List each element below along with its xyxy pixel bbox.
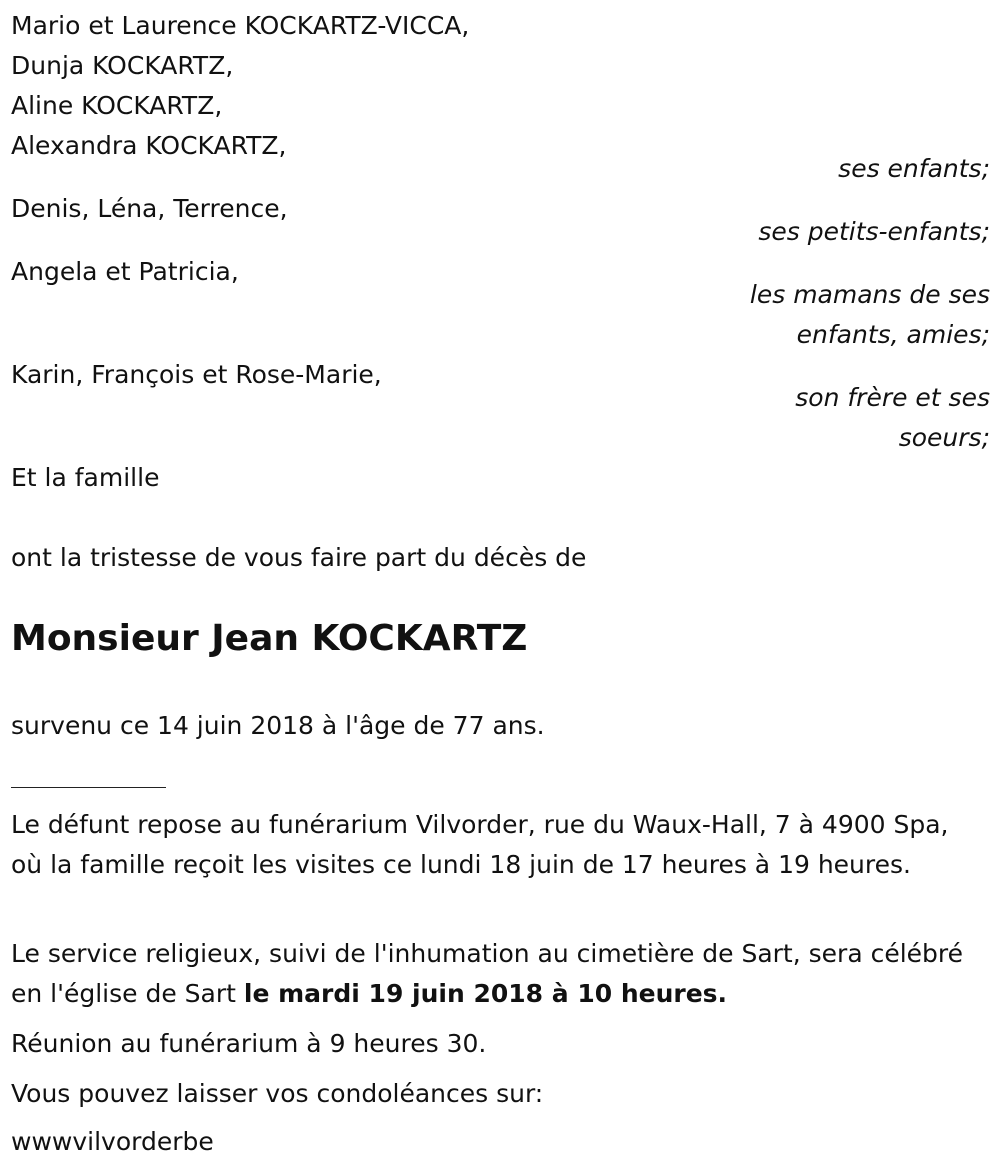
child-name-4: Alexandra KOCKARTZ, bbox=[11, 131, 287, 160]
condolences-line: Vous pouvez laisser vos condoléances sur: bbox=[11, 1079, 544, 1108]
deceased-name: Monsieur Jean KOCKARTZ bbox=[11, 618, 528, 659]
announcement-intro: ont la tristesse de vous faire part du décès de bbox=[11, 543, 587, 572]
children-role: ses enfants; bbox=[838, 154, 990, 183]
divider-line bbox=[11, 787, 166, 788]
service-text: Le service religieux, suivi de l'inhumation au cimetière de Sart, sera célébré en l'église de Sart bbox=[11, 939, 964, 1008]
siblings-role-line-1: son frère et ses bbox=[795, 383, 990, 412]
siblings-role-line-2: soeurs; bbox=[898, 423, 990, 452]
mothers-role-line-2: enfants, amies; bbox=[796, 320, 990, 349]
reunion-line: Réunion au funérarium à 9 heures 30. bbox=[11, 1029, 487, 1058]
grandchildren-role: ses petits-enfants; bbox=[758, 217, 990, 246]
repose-paragraph: Le défunt repose au funérarium Vilvorder, rue du Waux-Hall, 7 à 4900 Spa, où la famille reçoit les visites ce lundi 18 juin de 17 heures à 19 heures. bbox=[11, 810, 949, 879]
child-name-3: Aline KOCKARTZ, bbox=[11, 91, 223, 120]
child-name-2: Dunja KOCKARTZ, bbox=[11, 51, 234, 80]
website-link[interactable]: wwwvilvorderbe bbox=[11, 1127, 214, 1156]
siblings-names: Karin, François et Rose-Marie, bbox=[11, 360, 382, 389]
service-paragraph bbox=[11, 934, 971, 1014]
grandchildren-names: Denis, Léna, Terrence, bbox=[11, 194, 288, 223]
extended-family: Et la famille bbox=[11, 463, 160, 492]
death-date-line: survenu ce 14 juin 2018 à l'âge de 77 ans. bbox=[11, 711, 545, 740]
child-name-1: Mario et Laurence KOCKARTZ-VICCA, bbox=[11, 11, 470, 40]
mothers-names: Angela et Patricia, bbox=[11, 257, 239, 286]
service-date-bold: le mardi 19 juin 2018 à 10 heures. bbox=[243, 979, 728, 1008]
mothers-role-line-1: les mamans de ses bbox=[749, 280, 990, 309]
